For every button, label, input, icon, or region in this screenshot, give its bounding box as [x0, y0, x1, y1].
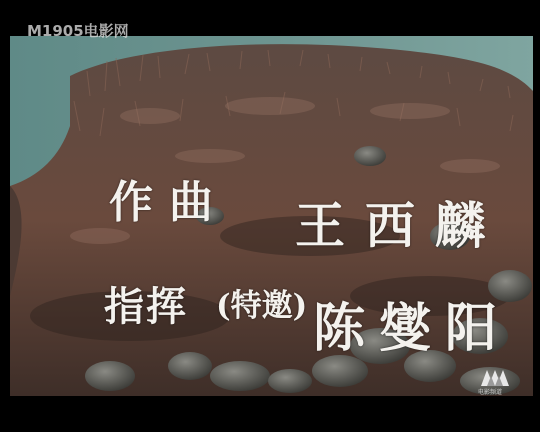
channel-logo-text: 电影频道 — [478, 389, 503, 396]
composer-name: 王西麟 — [295, 196, 505, 255]
site-watermark: M1905电影网 — [27, 22, 129, 40]
video-frame — [10, 36, 533, 396]
composer-role: 作曲 — [109, 177, 229, 228]
conductor-role: 指挥 — [104, 283, 188, 330]
conductor-note: (特邀) — [216, 288, 308, 324]
conductor-name: 陈燮阳 — [313, 298, 512, 359]
